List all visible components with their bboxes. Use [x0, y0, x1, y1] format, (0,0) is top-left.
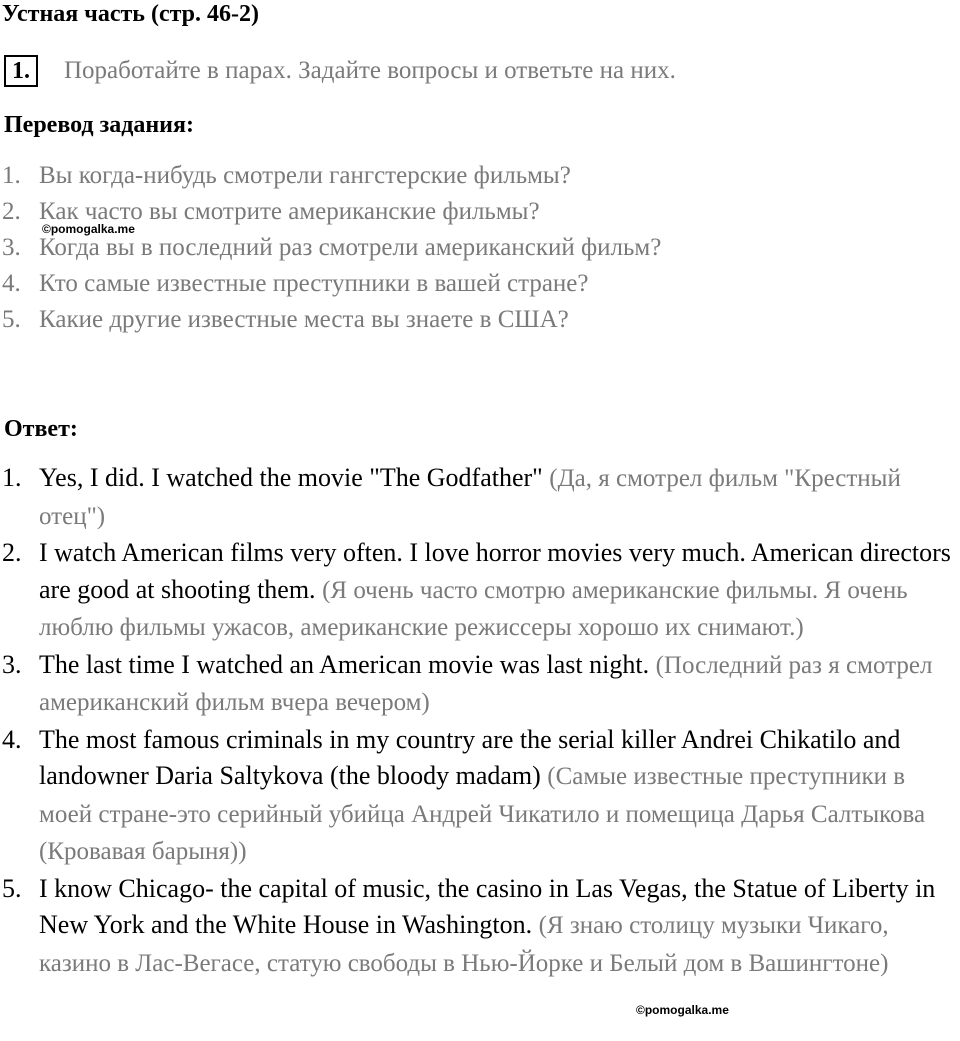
answer-translation: (Да, я смотрел фильм "Крестный отец")	[39, 465, 901, 530]
answer-item	[0, 871, 960, 983]
answers-list	[0, 460, 960, 982]
answer-item	[0, 535, 960, 647]
answer-number: 2.	[2, 538, 22, 567]
answer-english: I know Chicago- the capital of music, the casino in Las Vegas, the Statue of Liberty in New York and the White House in Washington.	[39, 873, 936, 939]
question-item	[0, 266, 960, 302]
answer-number: 4.	[2, 724, 22, 754]
watermark: ©pomogalka.me	[42, 222, 135, 236]
answer-translation: (Самые известные преступники в моей стране-это серийный убийца Андрей Чикатило и помещица Дарья Салтыкова (Кровавая барыня))	[39, 763, 926, 865]
question-text: Когда вы в последний раз смотрели американский фильм?	[39, 234, 662, 261]
task-instruction: Поработайте в парах. Задайте вопросы и ответьте на них.	[64, 57, 676, 84]
question-number: 3.	[2, 234, 21, 261]
watermark: ©pomogalka.me	[636, 1003, 729, 1017]
answer-translation: (Я знаю столицу музыки Чикаго, казино в Лас-Вегасе, статую свободы в Нью-Йорке и Белый дом в Вашингтоне)	[39, 912, 889, 977]
answer-english: Yes, I did. I watched the movie "The Godfather"	[39, 463, 543, 492]
answer-english: The last time I watched an American movie was last night.	[39, 649, 650, 679]
answer-item	[0, 647, 960, 722]
answer-heading: Ответ:	[4, 416, 78, 442]
question-number: 2.	[2, 198, 21, 225]
question-text: Как часто вы смотрите американские фильмы?	[39, 198, 540, 225]
question-item	[0, 302, 960, 338]
question-number: 1.	[2, 162, 21, 189]
answer-translation: (Последний раз я смотрел американский фильм вчера вечером)	[39, 651, 933, 716]
task-number-box: 1.	[4, 55, 38, 87]
question-item	[0, 230, 960, 266]
answer-english: I watch American films very often. I love horror movies very much. American directors are good at shooting them.	[39, 538, 951, 604]
question-number: 5.	[2, 306, 21, 333]
answer-number: 5.	[2, 873, 22, 903]
question-number: 4.	[2, 270, 21, 297]
question-text: Вы когда-нибудь смотрели гангстерские фильмы?	[39, 162, 571, 189]
question-item	[0, 158, 960, 194]
translation-heading: Перевод задания:	[4, 112, 194, 138]
questions-list	[0, 158, 960, 338]
answer-number: 1.	[2, 463, 22, 492]
answer-number: 3.	[2, 649, 22, 679]
answer-english: The most famous criminals in my country are the serial killer Andrei Chikatilo and landowner Daria Saltykova (the bloody madam)	[39, 724, 901, 790]
answer-item	[0, 460, 960, 535]
answer-item	[0, 722, 960, 871]
question-text: Кто самые известные преступники в вашей стране?	[39, 270, 589, 297]
answer-translation: (Я очень часто смотрю американские фильмы. Я очень люблю фильмы ужасов, американские режиссеры хорошо их снимают.)	[39, 576, 908, 641]
question-text: Какие другие известные места вы знаете в США?	[39, 306, 569, 333]
page-title: Устная часть (стр. 46-2)	[2, 1, 260, 27]
question-item	[0, 194, 960, 230]
